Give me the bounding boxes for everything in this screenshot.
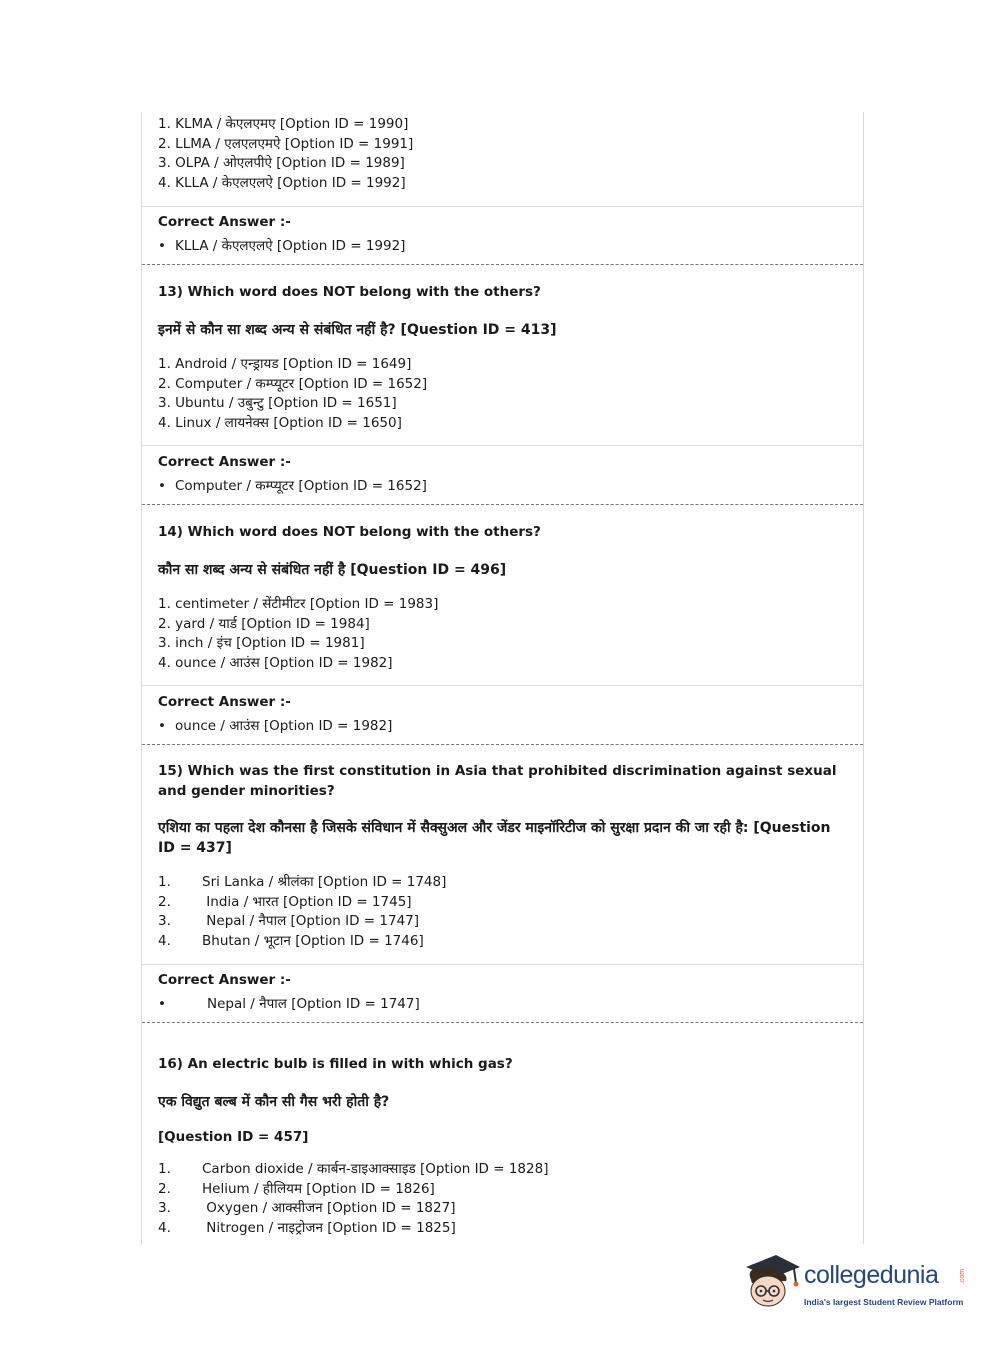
correct-answer-label: Correct Answer :-: [158, 454, 291, 470]
question-text: 13) Which word does NOT belong with the others?: [158, 284, 541, 300]
option: 2. Helium / हीलियम [Option ID = 1826]: [158, 1180, 435, 1197]
brand-domain: .com: [959, 1268, 967, 1285]
option: 3. OLPA / ओएलपीऐ [Option ID = 1989]: [158, 155, 405, 171]
option: 1. Carbon dioxide / कार्बन-डाइआक्साइड [Option ID = 1828]: [158, 1161, 549, 1177]
collegedunia-logo[interactable]: [742, 1247, 972, 1317]
option: 3. inch / इंच [Option ID = 1981]: [158, 635, 365, 651]
correct-answer-label: Correct Answer :-: [158, 214, 291, 230]
correct-answer: • Computer / कम्प्यूटर [Option ID = 1652]: [158, 478, 427, 494]
q16-options: [158, 1160, 548, 1238]
option: 4. Bhutan / भूटान [Option ID = 1746]: [158, 932, 424, 949]
question-hindi: इनमें से कौन सा शब्द अन्य से संबंधित नहीं है? [Question ID = 413]: [158, 322, 557, 338]
bullet-icon: •: [158, 996, 166, 1012]
bullet-icon: •: [158, 238, 166, 254]
question-id: [Question ID = 457]: [158, 1129, 309, 1145]
question-hindi: एशिया का पहला देश कौनसा है जिसके संविधान में सैक्सुअल और जेंडर माइनॉरिटीज को सुरक्षा प्रदान की जा रही है: [Question ID = 437]: [158, 820, 831, 856]
correct-answer: • Nepal / नैपाल [Option ID = 1747]: [158, 996, 420, 1012]
option: 3. Ubuntu / उबुन्टु [Option ID = 1651]: [158, 395, 397, 411]
divider: [142, 964, 863, 965]
option: 4. KLLA / केएलएलऐ [Option ID = 1992]: [158, 174, 406, 191]
option: 1. Sri Lanka / श्रीलंका [Option ID = 1748]: [158, 874, 447, 890]
q13-options: [158, 355, 427, 433]
divider: [142, 445, 863, 446]
question-separator: [142, 744, 863, 745]
option: 2. Computer / कम्प्यूटर [Option ID = 1652]: [158, 375, 428, 392]
option: 2. LLMA / एलएलएमऐ [Option ID = 1991]: [158, 135, 414, 152]
option: 4. Nitrogen / नाइट्रोजन [Option ID = 1825]: [158, 1219, 456, 1236]
question-separator: [142, 264, 863, 265]
question-text: 15) Which was the first constitution in Asia that prohibited discrimination against sexual and gender minorities?: [158, 763, 837, 799]
option: 4. Linux / लायनेक्स [Option ID = 1650]: [158, 414, 402, 431]
brand-tagline: India's largest Student Review Platform: [804, 1297, 964, 1307]
question-hindi: कौन सा शब्द अन्य से संबंधित नहीं है [Question ID = 496]: [158, 562, 507, 578]
mascot-icon: [742, 1247, 802, 1313]
divider: [142, 206, 863, 207]
bullet-icon: •: [158, 718, 166, 734]
brand-name: collegedunia: [804, 1261, 939, 1289]
q14-options: [158, 595, 438, 673]
q15-options: [158, 873, 446, 951]
question-text: 16) An electric bulb is filled in with which gas?: [158, 1056, 513, 1072]
bullet-icon: •: [158, 478, 166, 494]
question-paper: [141, 112, 864, 1244]
option: 1. KLMA / केएलएमए [Option ID = 1990]: [158, 116, 409, 132]
option: 1. Android / एन्ड्रायड [Option ID = 1649]: [158, 356, 412, 372]
option: 4. ounce / आउंस [Option ID = 1982]: [158, 654, 393, 671]
option: 3. Nepal / नैपाल [Option ID = 1747]: [158, 913, 420, 929]
option: 3. Oxygen / आक्सीजन [Option ID = 1827]: [158, 1200, 456, 1216]
correct-answer: • KLLA / केएलएलऐ [Option ID = 1992]: [158, 238, 406, 254]
question-separator: [142, 1022, 863, 1023]
divider: [142, 685, 863, 686]
option: 1. centimeter / सेंटीमीटर [Option ID = 1983]: [158, 596, 439, 612]
correct-answer-label: Correct Answer :-: [158, 972, 291, 988]
correct-answer-label: Correct Answer :-: [158, 694, 291, 710]
question-text: 14) Which word does NOT belong with the others?: [158, 524, 541, 540]
option: 2. yard / यार्ड [Option ID = 1984]: [158, 615, 370, 632]
option: 2. India / भारत [Option ID = 1745]: [158, 893, 412, 910]
question-hindi: एक विद्युत बल्ब में कौन सी गैस भरी होती है?: [158, 1094, 390, 1110]
question-separator: [142, 504, 863, 505]
correct-answer: • ounce / आउंस [Option ID = 1982]: [158, 718, 393, 734]
q12-options: [158, 115, 413, 193]
